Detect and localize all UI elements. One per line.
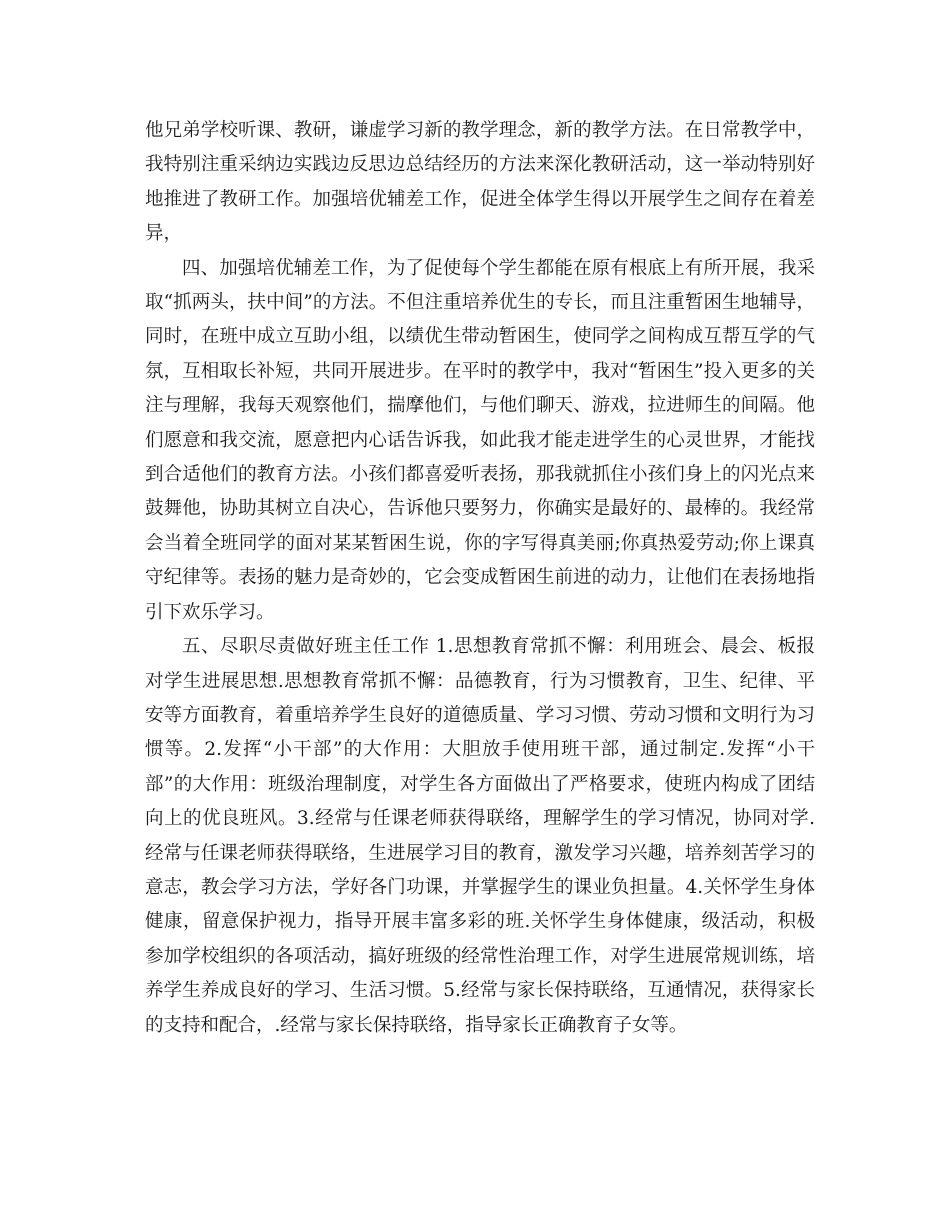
paragraph-section-four: 四、加强培优辅差工作，为了促使每个学生都能在原有根底上有所开展，我采取“抓两头，扶中间”的方法。不但注重培养优生的专长，而且注重暂困生地辅导，同时，在班中成立互助小组，以绩优生带动暂困生，使同学之间构成互帮互学的气氛，互相取长补短，共同开展进步。在平时的教学中，我对“暂困生”投入更多的关注与理解，我每天观察他们，揣摩他们，与他们聊天、游戏，拉进师生的间隔。他们愿意和我交流，愿意把内心话告诉我，如此我才能走进学生的心灵世界，才能找到合适他们的教育方法。小孩们都喜爱听表扬，那我就抓住小孩们身上的闪光点来鼓舞他，协助其树立自决心，告诉他只要努力，你确实是最好的、最棒的。我经常会当着全班同学的面对某某暂困生说，你的字写得真美丽;你真热爱劳动;你上课真守纪律等。表扬的魅力是奇妙的，它会变成暂困生前进的动力，让他们在表扬地指引下欢乐学习。	[145, 257, 815, 623]
document-body	[145, 114, 815, 1043]
paragraph-continued: 他兄弟学校听课、教研，谦虚学习新的教学理念，新的教学方法。在日常教学中，我特别注重采纳边实践边反思边总结经历的方法来深化教研活动，这一举动特别好地推进了教研工作。加强培优辅差工作，促进全体学生得以开展学生之间存在着差异，	[145, 120, 815, 245]
paragraph-section-five: 五、尽职尽责做好班主任工作 1.思想教育常抓不懈：利用班会、晨会、板报对学生进展思想.思想教育常抓不懈：品德教育，行为习惯教育，卫生、纪律、平安等方面教育，着重培养学生良好的道德质量、学习习惯、劳动习惯和文明行为习惯等。2.发挥“小干部”的大作用：大胆放手使用班干部，通过制定.发挥“小干部”的大作用：班级治理制度，对学生各方面做出了严格要求，使班内构成了团结向上的优良班风。3.经常与任课老师获得联络，理解学生的学习情况，协同对学.经常与任课老师获得联络，生进展学习目的教育，激发学习兴趣，培养刻苦学习的意志，教会学习方法，学好各门功课，并掌握学生的课业负担量。4.关怀学生身体健康，留意保护视力，指导开展丰富多彩的班.关怀学生身体健康，级活动，积极参加学校组织的各项活动，搞好班级的经常性治理工作，对学生进展常规训练，培养学生养成良好的学习、生活习惯。5.经常与家长保持联络，互通情况，获得家长的支持和配合，.经常与家长保持联络，指导家长正确教育子女等。	[145, 636, 815, 1036]
